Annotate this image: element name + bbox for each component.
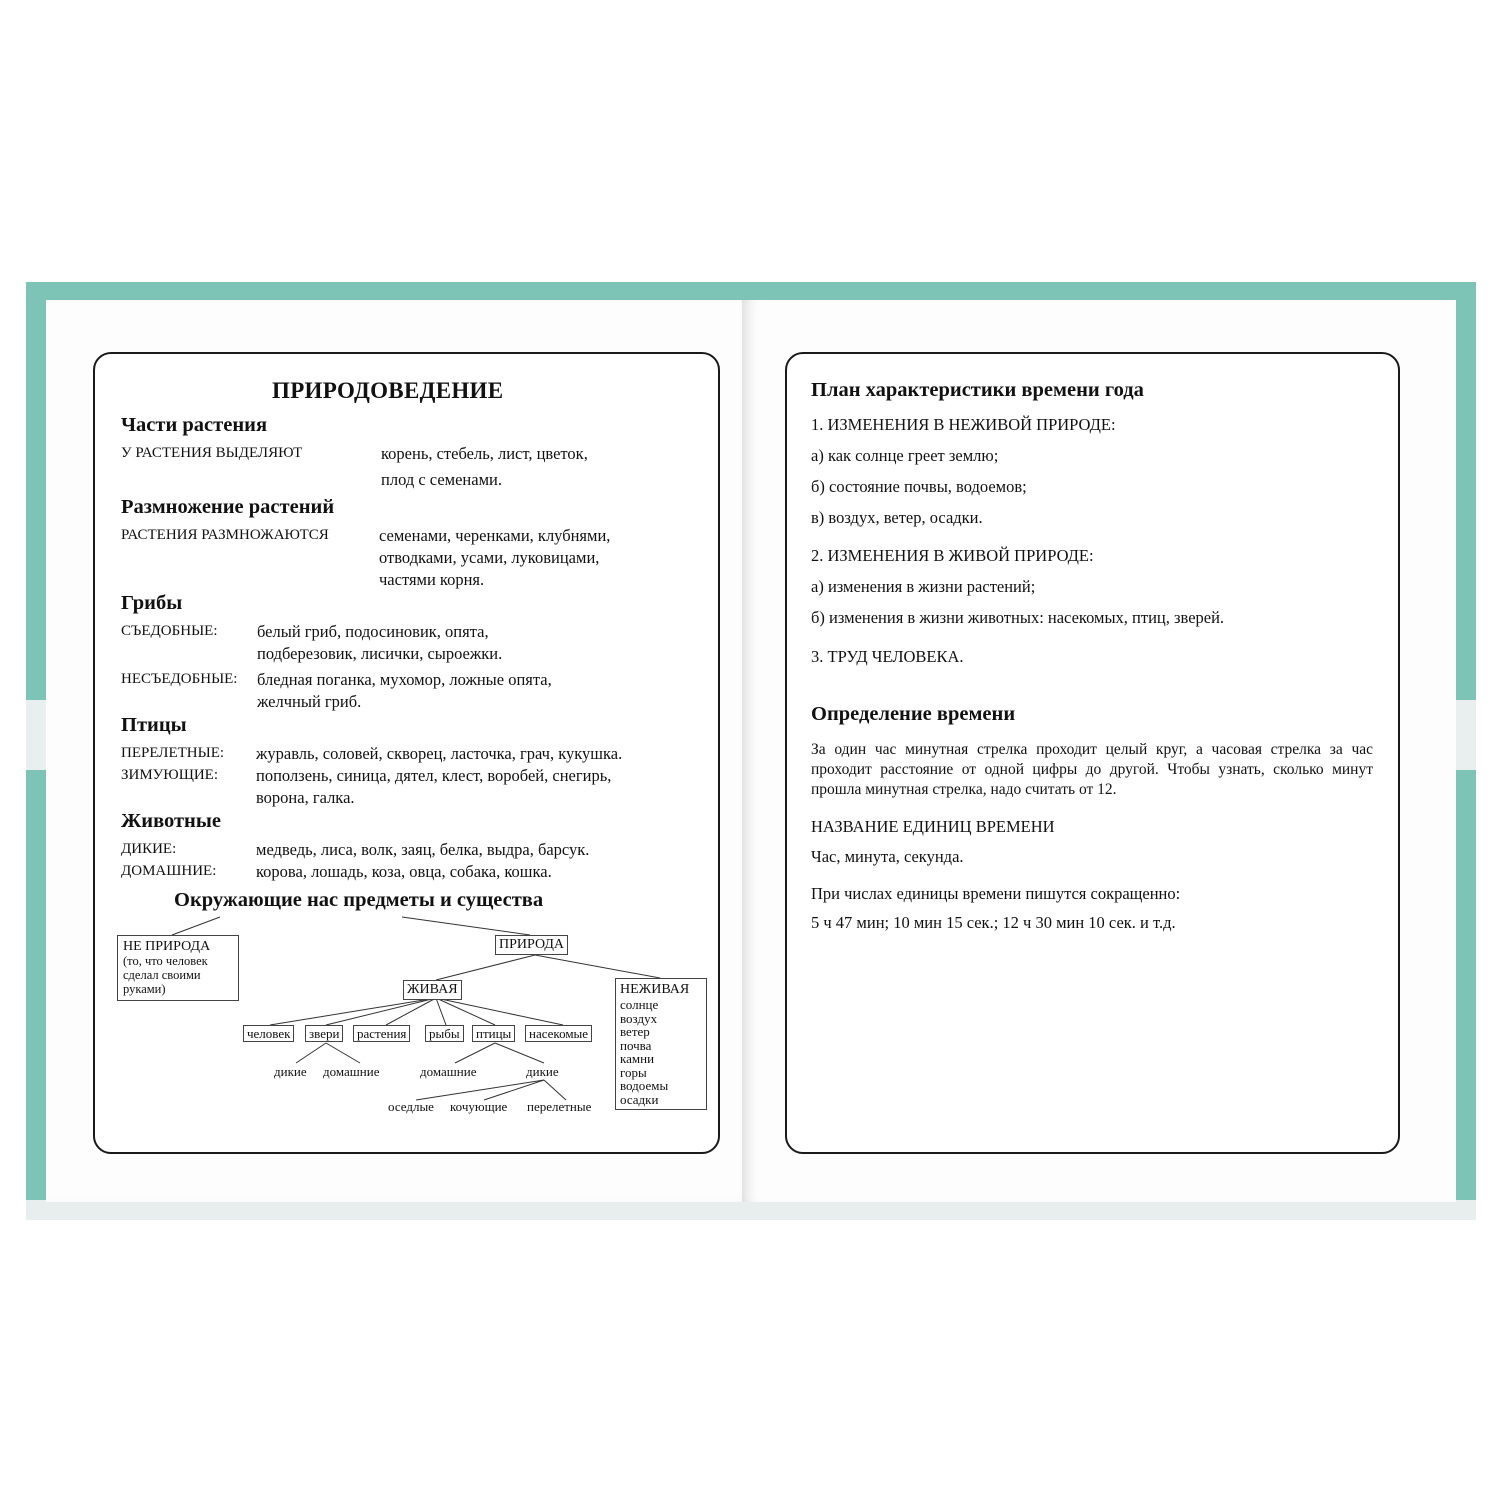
living-item-box: звери bbox=[305, 1025, 343, 1042]
domestic-line: корова, лошадь, коза, овца, собака, кошка. bbox=[256, 862, 552, 881]
season-plan-item: 3. ТРУД ЧЕЛОВЕКА. bbox=[811, 647, 964, 666]
not-nature-note: сделал своими bbox=[123, 968, 201, 982]
diagram-heading: Окружающие нас предметы и существа bbox=[174, 889, 544, 911]
season-plan-item: 2. ИЗМЕНЕНИЯ В ЖИВОЙ ПРИРОДЕ: bbox=[811, 546, 1094, 565]
living-box: ЖИВАЯ bbox=[403, 980, 462, 1000]
nonliving-item: осадки bbox=[620, 1091, 659, 1107]
settled-label: оседлые bbox=[388, 1099, 434, 1114]
migratory-label: ПЕРЕЛЕТНЫЕ: bbox=[121, 745, 225, 761]
mushrooms-heading: Грибы bbox=[121, 592, 183, 614]
reproduction-line: семенами, черенками, клубнями, bbox=[379, 526, 611, 545]
birds-heading: Птицы bbox=[121, 714, 187, 736]
animals-heading: Животные bbox=[121, 810, 221, 832]
beasts-domestic-label: домашние bbox=[323, 1064, 380, 1079]
nonliving-item: водоемы bbox=[620, 1078, 669, 1093]
winter-line: ворона, галка. bbox=[256, 788, 355, 807]
time-paragraph: За один час минутная стрелка проходит целый круг, а часовая стрелка за час проходит расстояние от одной цифры до другой. Чтобы узнать, сколько минут прошла минутная стрелка, надо считать от 12. bbox=[811, 741, 1373, 798]
domestic-label: ДОМАШНИЕ: bbox=[121, 863, 217, 879]
abbr-intro: При числах единицы времени пишутся сокращенно: bbox=[811, 884, 1181, 903]
season-plan-item: б) изменения в жизни животных: насекомых, птиц, зверей. bbox=[811, 608, 1225, 627]
reproduction-line: частями корня. bbox=[379, 570, 485, 589]
reproduction-heading: Размножение растений bbox=[121, 496, 335, 518]
season-plan-item: а) как солнце греет землю; bbox=[811, 446, 999, 465]
birds-wild-label: дикие bbox=[526, 1064, 559, 1079]
season-plan-item: в) воздух, ветер, осадки. bbox=[811, 508, 983, 527]
inedible-line: бледная поганка, мухомор, ложные опята, bbox=[257, 670, 552, 689]
birds-domestic-label: домашние bbox=[420, 1064, 477, 1079]
edible-label: СЪЕДОБНЫЕ: bbox=[121, 623, 218, 639]
wild-line: медведь, лиса, волк, заяц, белка, выдра, барсук. bbox=[256, 840, 590, 859]
season-plan-item: 1. ИЗМЕНЕНИЯ В НЕЖИВОЙ ПРИРОДЕ: bbox=[811, 415, 1116, 434]
time-heading: Определение времени bbox=[811, 703, 1016, 725]
migratory-line: журавль, соловей, скворец, ласточка, грач, кукушка. bbox=[256, 744, 623, 763]
season-plan-item: б) состояние почвы, водоемов; bbox=[811, 477, 1027, 496]
inedible-line: желчный гриб. bbox=[257, 692, 362, 711]
inedible-label: НЕСЪЕДОБНЫЕ: bbox=[121, 671, 238, 687]
plant-parts-line: корень, стебель, лист, цветок, bbox=[381, 444, 588, 463]
nonliving-item: ветер bbox=[620, 1024, 650, 1039]
nonliving-box bbox=[615, 978, 707, 1110]
nonliving-item: горы bbox=[620, 1064, 647, 1080]
living-item-box: рыбы bbox=[425, 1025, 464, 1042]
living-item-box: насекомые bbox=[525, 1025, 592, 1042]
living-item-box: растения bbox=[353, 1025, 410, 1042]
units-heading: НАЗВАНИЕ ЕДИНИЦ ВРЕМЕНИ bbox=[811, 817, 1055, 836]
beasts-wild-label: дикие bbox=[274, 1064, 307, 1079]
not-nature-note: (то, что человек bbox=[123, 954, 208, 968]
winter-label: ЗИМУЮЩИЕ: bbox=[121, 767, 219, 783]
plant-parts-label: У РАСТЕНИЯ ВЫДЕЛЯЮТ bbox=[121, 445, 303, 461]
living-item-box: человек bbox=[243, 1025, 294, 1042]
plant-parts-heading: Части растения bbox=[121, 414, 268, 436]
edible-line: белый гриб, подосиновик, опята, bbox=[257, 622, 489, 641]
living-item-box: птицы bbox=[472, 1025, 515, 1042]
nonliving-item: солнце bbox=[620, 997, 659, 1012]
page-title: ПРИРОДОВЕДЕНИЕ bbox=[272, 378, 504, 403]
not-nature-note: руками) bbox=[123, 982, 166, 996]
units-line: Час, минута, секунда. bbox=[811, 847, 964, 866]
season-plan-heading: План характеристики времени года bbox=[811, 379, 1144, 401]
migratory-label: перелетные bbox=[527, 1099, 592, 1114]
nonliving-item: воздух bbox=[620, 1010, 658, 1026]
nature-box: ПРИРОДА bbox=[495, 935, 568, 955]
nonliving-title: НЕЖИВАЯ bbox=[620, 982, 690, 997]
abbr-example: 5 ч 47 мин; 10 мин 15 сек.; 12 ч 30 мин 10 сек. и т.д. bbox=[811, 913, 1176, 932]
edible-line: подберезовик, лисички, сыроежки. bbox=[257, 644, 503, 663]
nomadic-label: кочующие bbox=[450, 1099, 508, 1114]
wild-label: ДИКИЕ: bbox=[121, 841, 177, 857]
reproduction-line: отводками, усами, луковицами, bbox=[379, 548, 600, 567]
season-plan-item: а) изменения в жизни растений; bbox=[811, 577, 1036, 596]
nonliving-item: камни bbox=[620, 1051, 655, 1066]
plant-parts-line: плод с семенами. bbox=[381, 470, 502, 489]
nonliving-item: почва bbox=[620, 1037, 652, 1053]
winter-line: поползень, синица, дятел, клест, воробей, снегирь, bbox=[256, 766, 612, 785]
not-nature-title: НЕ ПРИРОДА bbox=[123, 939, 211, 954]
not-nature-box bbox=[117, 935, 239, 1001]
reproduction-label: РАСТЕНИЯ РАЗМНОЖАЮТСЯ bbox=[121, 527, 329, 543]
